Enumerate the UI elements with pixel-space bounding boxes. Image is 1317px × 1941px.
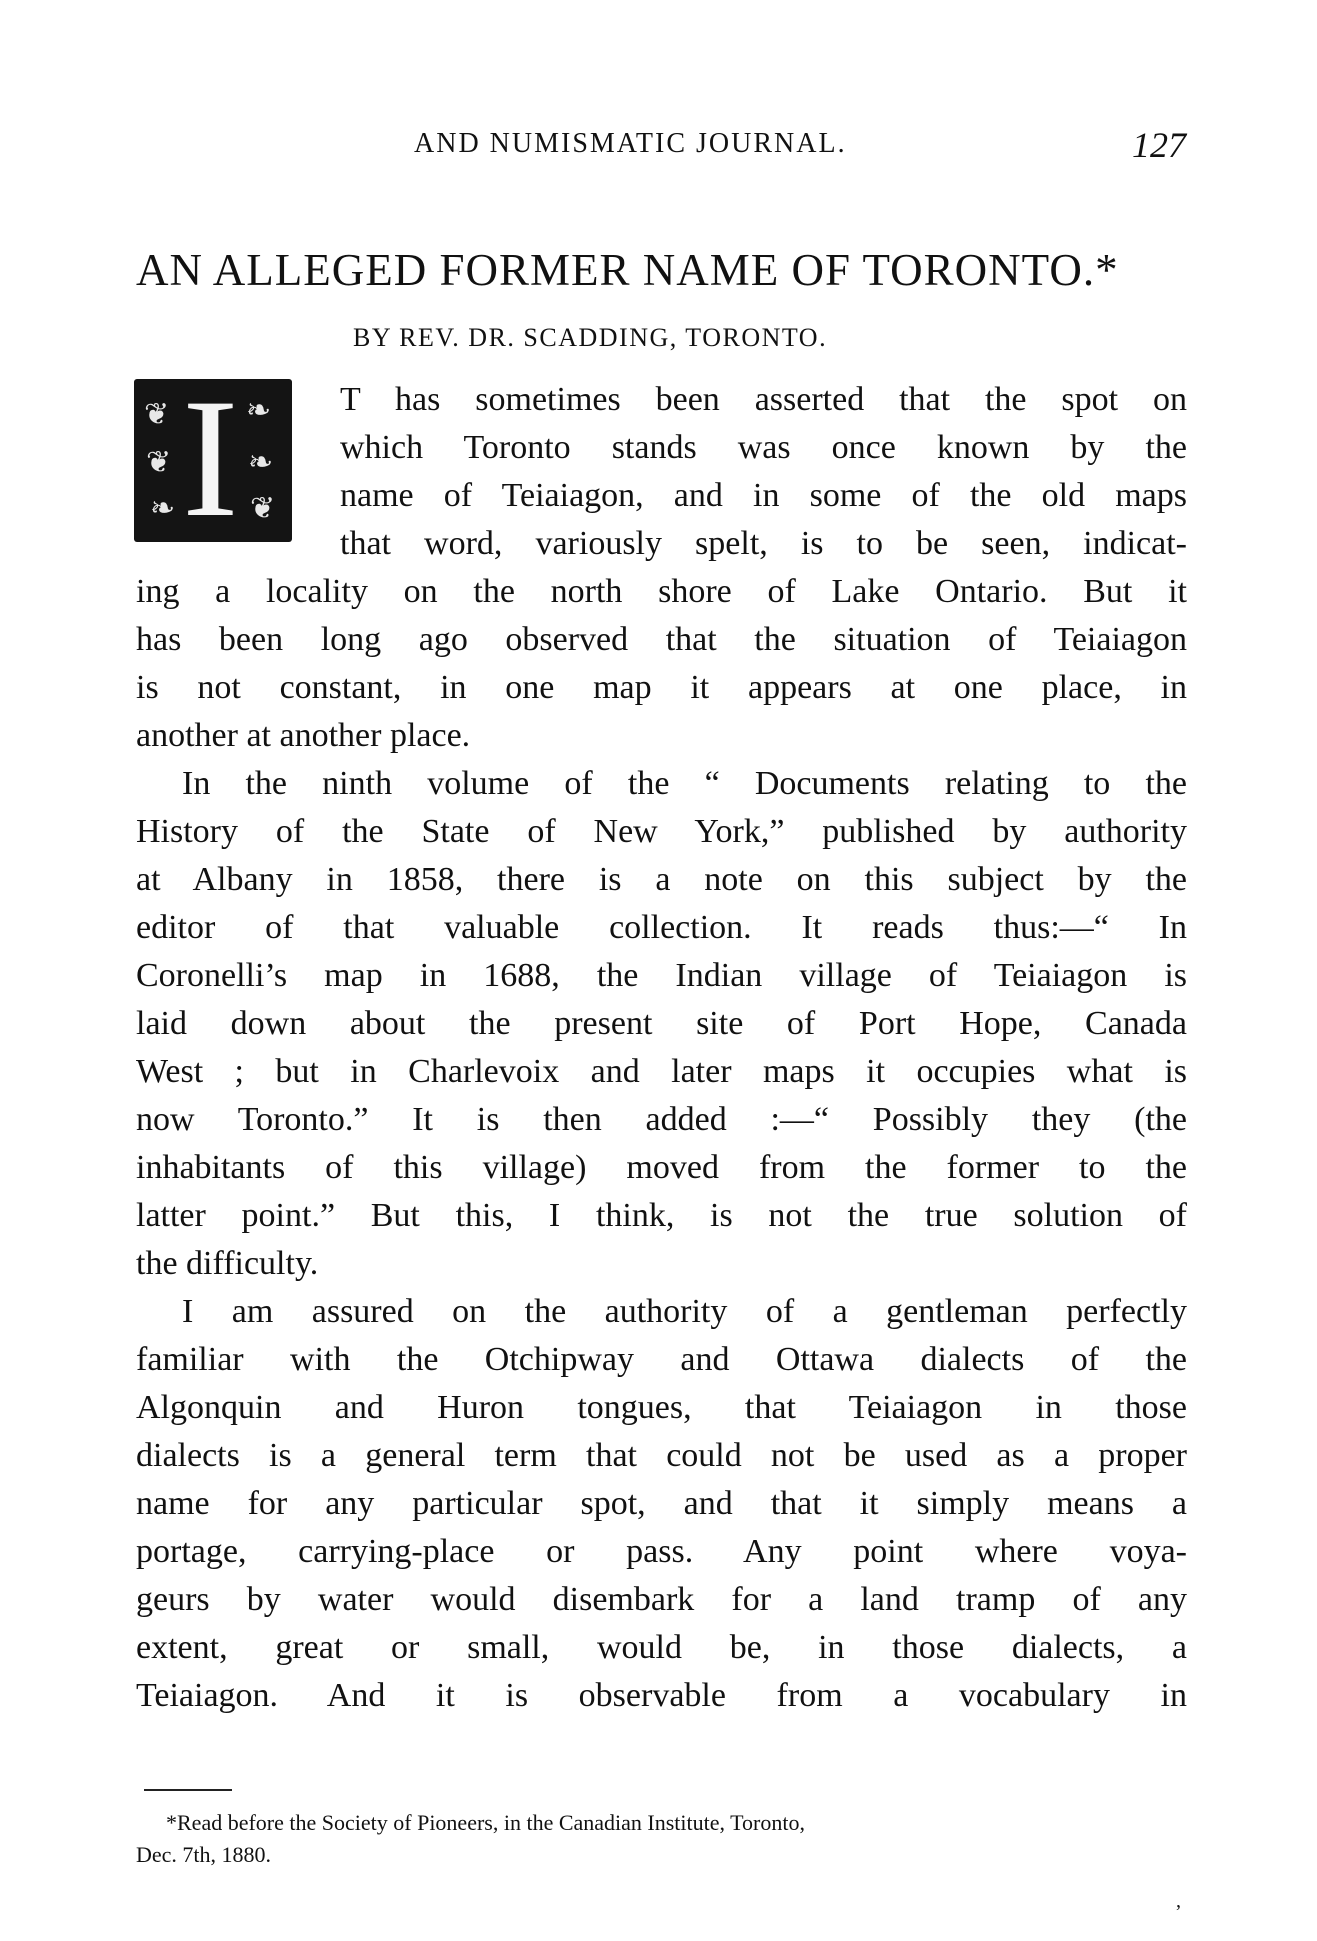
text-line: portage, carrying-place or pass. Any point where voya- [136,1533,1187,1570]
ornamental-drop-cap [134,364,292,552]
text-line: Teiaiagon. And it is observable from a vocabulary in [136,1677,1187,1714]
text-line: History of the State of New York,” published by authority [136,813,1187,850]
leaf-ornament-icon: ❦ [250,492,276,525]
running-header [136,124,1186,164]
text-line: Coronelli’s map in 1688, the Indian village of Teiaiagon is [136,957,1187,994]
text-line: dialects is a general term that could not be used as a proper [136,1437,1187,1474]
leaf-ornament-icon: ❧ [246,394,272,427]
running-title: AND NUMISMATIC JOURNAL. [414,128,847,159]
page-number: 127 [1132,125,1186,165]
text-line: name for any particular spot, and that it simply means a [136,1485,1187,1522]
text-line: is not constant, in one map it appears at one place, in [136,669,1187,706]
footnote-line: *Read before the Society of Pioneers, in the Canadian Institute, Toronto, [166,1810,805,1835]
text-line: West ; but in Charlevoix and later maps it occupies what is [136,1053,1187,1090]
text-line: extent, great or small, would be, in those dialects, a [136,1629,1187,1666]
stray-mark: , [1176,1890,1181,1912]
text-line: which Toronto stands was once known by the [340,429,1187,466]
drop-cap-letter: I [182,364,239,552]
leaf-ornament-icon: ❧ [150,492,176,525]
text-line: that word, variously spelt, is to be seen, indicat- [340,525,1187,562]
text-line: the difficulty. [136,1245,319,1282]
article-byline: BY REV. DR. SCADDING, TORONTO. [353,323,828,352]
text-line: familiar with the Otchipway and Ottawa dialects of the [136,1341,1187,1378]
text-line: Algonquin and Huron tongues, that Teiaiagon in those [136,1389,1187,1426]
text-line: another at another place. [136,717,471,754]
text-line: geurs by water would disembark for a land tramp of any [136,1581,1187,1618]
leaf-ornament-icon: ❧ [248,446,274,479]
text-line: inhabitants of this village) moved from the former to the [136,1149,1187,1186]
text-line: I am assured on the authority of a gentleman perfectly [182,1293,1187,1330]
text-line: ing a locality on the north shore of Lake Ontario. But it [136,573,1187,610]
article-title: AN ALLEGED FORMER NAME OF TORONTO.* [136,245,1119,295]
text-line: now Toronto.” It is then added :—“ Possibly they (the [136,1101,1187,1138]
footnote-line: Dec. 7th, 1880. [136,1842,272,1867]
text-line: at Albany in 1858, there is a note on this subject by the [136,861,1187,898]
leaf-ornament-icon: ❦ [144,398,170,431]
text-line: laid down about the present site of Port Hope, Canada [136,1005,1187,1042]
text-line: editor of that valuable collection. It reads thus:—“ In [136,909,1187,946]
text-line: has been long ago observed that the situation of Teiaiagon [136,621,1187,658]
footnote-rule [144,1789,232,1791]
text-line: T has sometimes been asserted that the spot on [340,381,1187,418]
text-line: name of Teiaiagon, and in some of the old maps [340,477,1187,514]
text-line: latter point.” But this, I think, is not the true solution of [136,1197,1187,1234]
text-line: In the ninth volume of the “ Documents relating to the [182,765,1187,802]
leaf-ornament-icon: ❦ [146,446,172,479]
